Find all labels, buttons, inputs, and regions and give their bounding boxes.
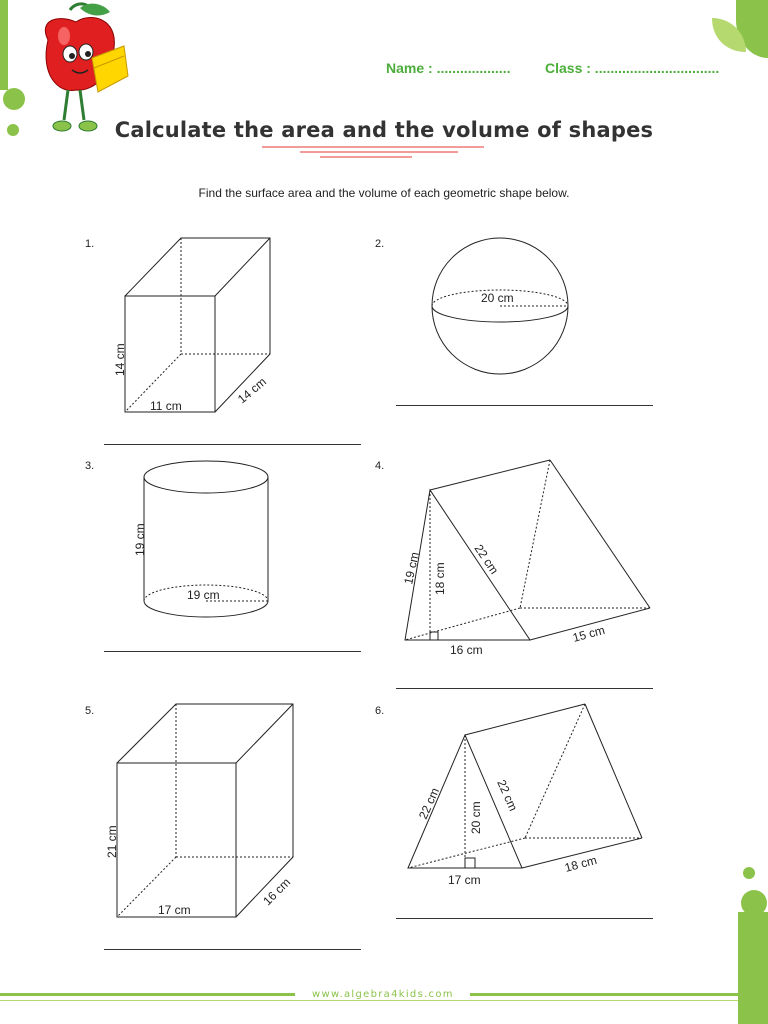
dimension-label: 17 cm	[448, 873, 481, 887]
shape-triangular-prism-6	[408, 704, 642, 868]
dimension-label: 22 cm	[494, 777, 521, 814]
problem-number: 1.	[85, 238, 95, 250]
problem-number: 6.	[375, 705, 385, 717]
dimension-label: 14 cm	[113, 343, 127, 376]
dimension-label: 21 cm	[105, 825, 119, 858]
problem-number: 2.	[375, 238, 385, 250]
problem-number: 5.	[85, 705, 95, 717]
footer-url: www.algebra4kids.com	[312, 989, 454, 1000]
problem-number: 3.	[85, 460, 95, 472]
dimension-label: 19 cm	[401, 550, 422, 586]
instructions-text: Find the surface area and the volume of each geometric shape below.	[198, 186, 570, 200]
shape-rectangular-prism-5	[117, 704, 293, 917]
dimension-label: 16 cm	[450, 643, 483, 657]
dimension-label: 20 cm	[469, 801, 483, 834]
dimension-label: 16 cm	[260, 875, 294, 909]
problem-number: 4.	[375, 460, 385, 472]
name-field-label: Name : ...................	[386, 60, 511, 76]
shape-sphere-2	[432, 238, 568, 374]
dimension-label: 19 cm	[187, 588, 220, 602]
dimension-label: 14 cm	[234, 374, 269, 407]
dimension-label: 11 cm	[150, 399, 182, 413]
class-field-label: Class : ................................	[545, 60, 720, 76]
dimension-label: 20 cm	[481, 291, 514, 305]
shape-triangular-prism-4	[405, 460, 650, 640]
dimension-label: 18 cm	[433, 562, 447, 595]
dimension-label: 22 cm	[415, 785, 443, 822]
dimension-label: 17 cm	[158, 903, 191, 917]
dimension-label: 19 cm	[133, 523, 147, 556]
dimension-label: 22 cm	[471, 541, 502, 577]
page-title: Calculate the area and the volume of shapes	[114, 118, 654, 142]
dimension-label: 18 cm	[563, 852, 599, 875]
dimension-label: 15 cm	[571, 622, 607, 645]
